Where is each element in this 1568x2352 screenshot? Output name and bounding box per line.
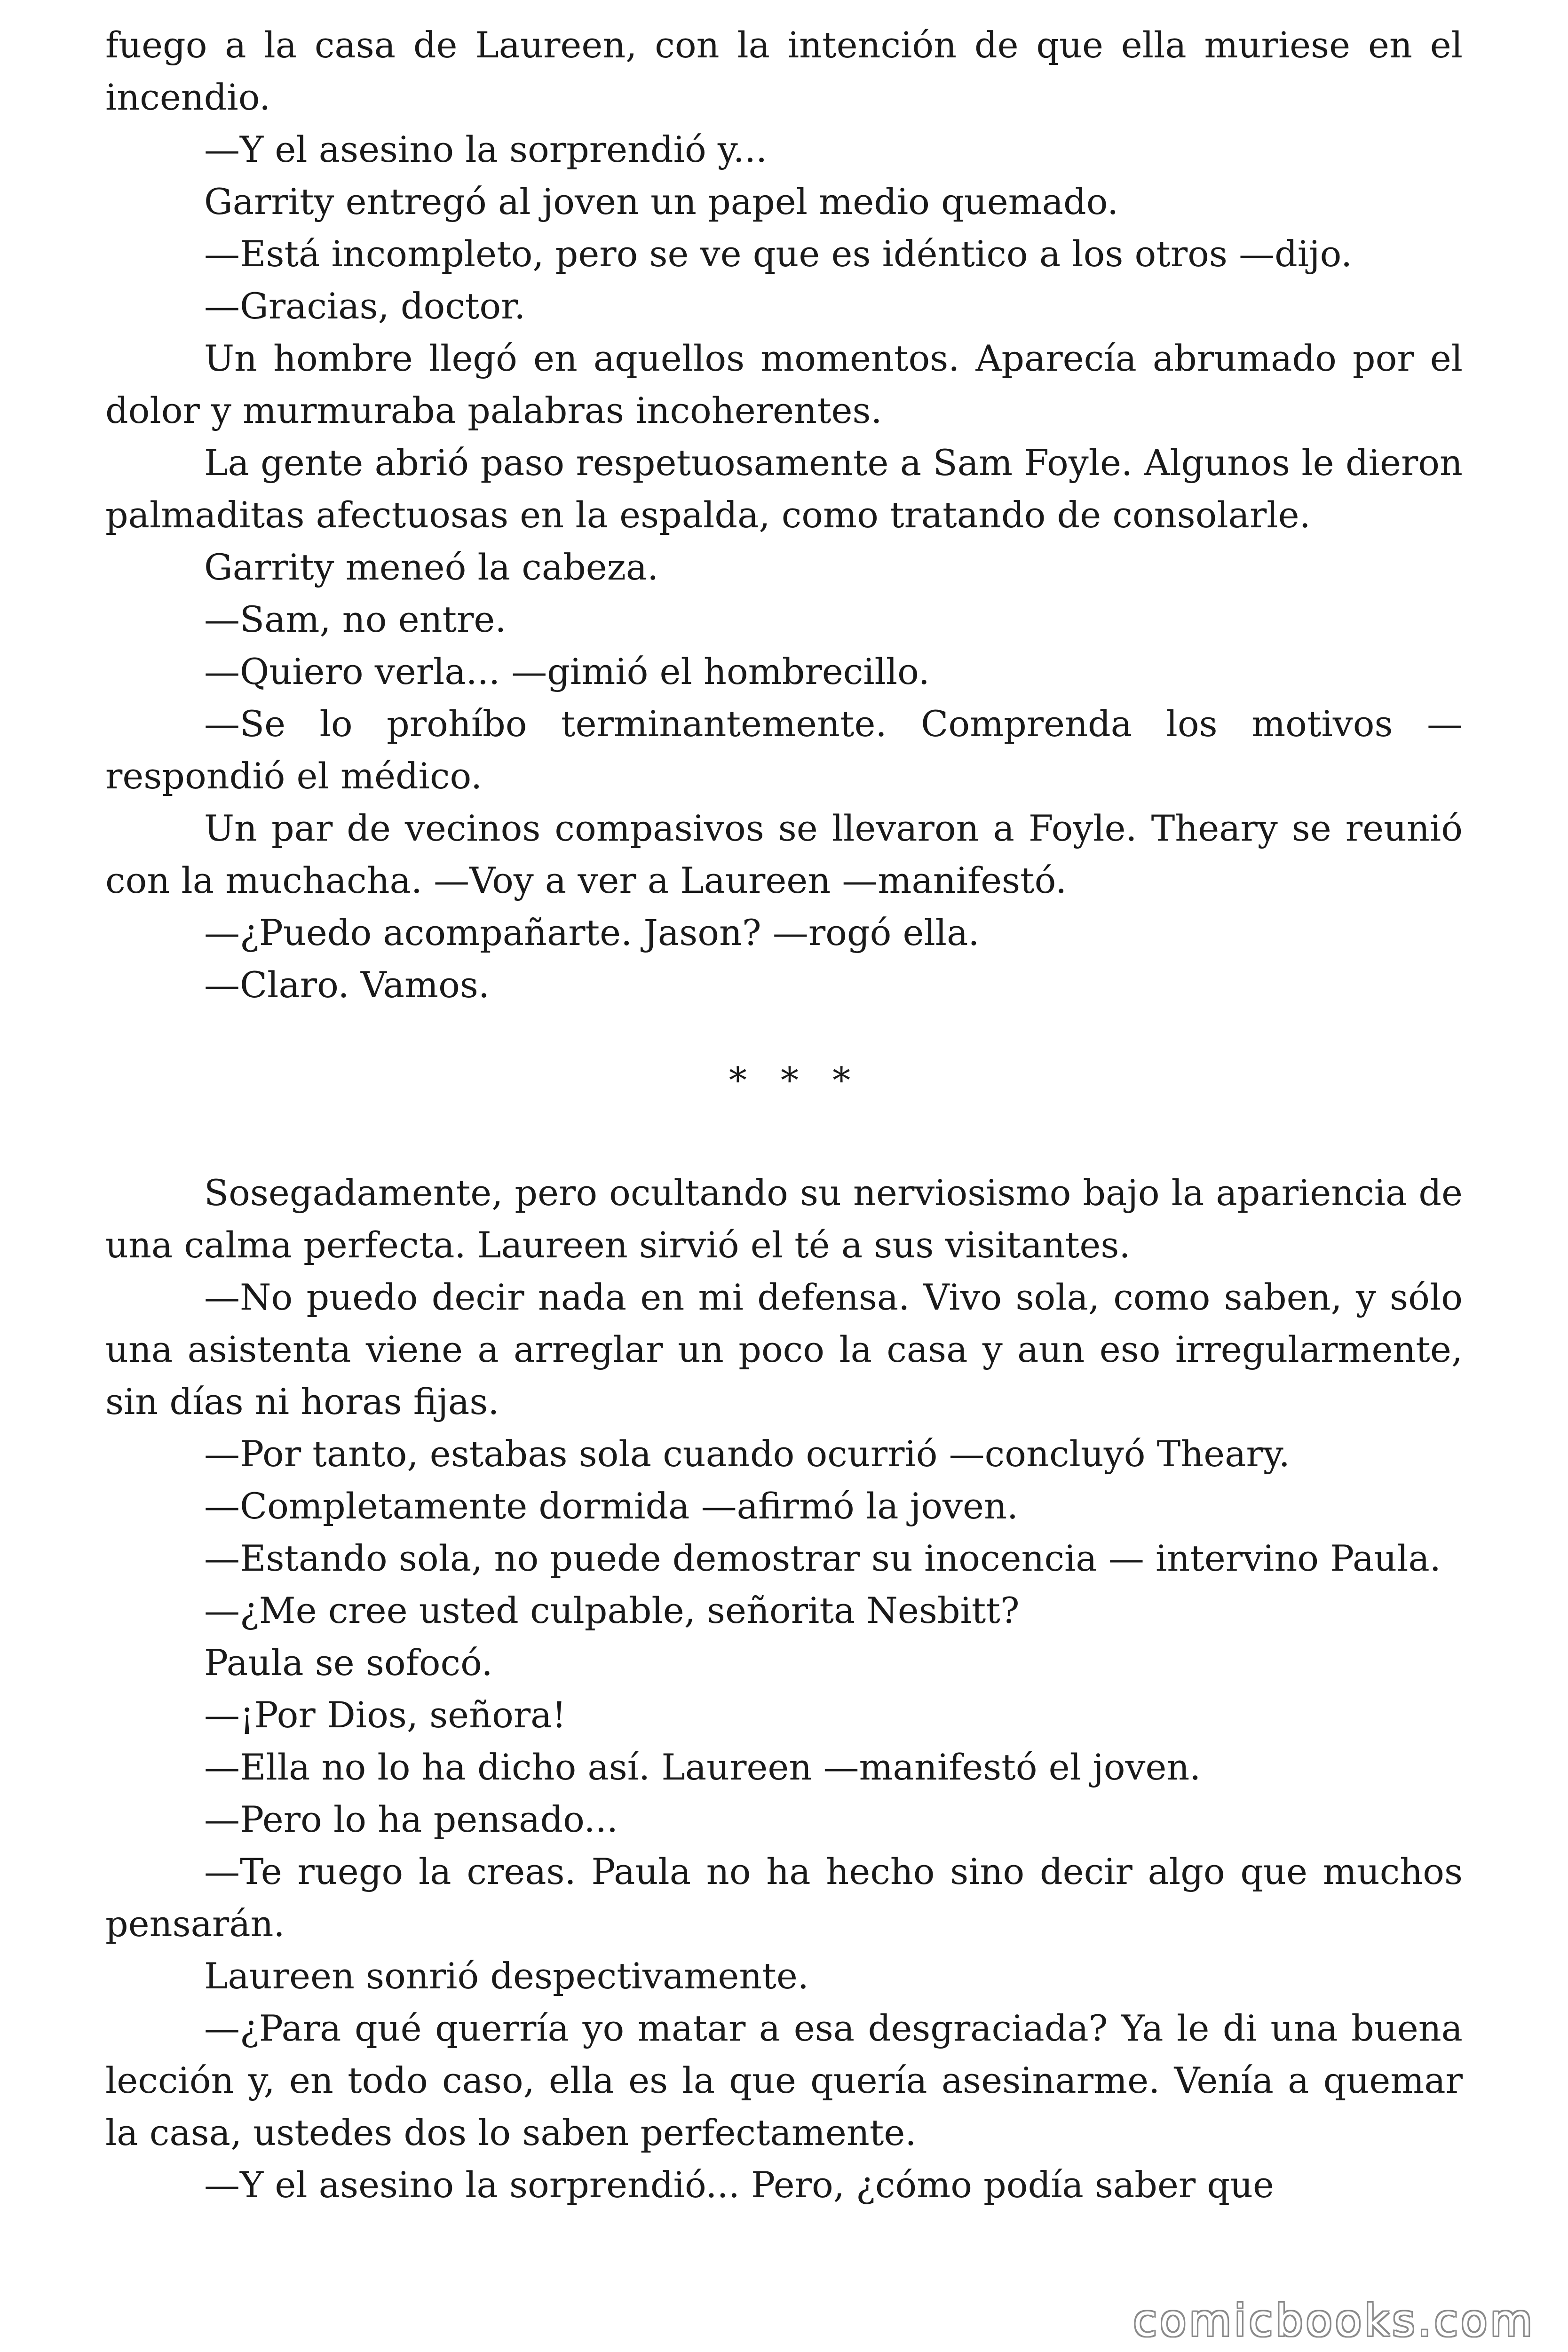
paragraph: —Claro. Vamos. xyxy=(204,964,490,1006)
paragraph: Garrity meneó la cabeza. xyxy=(204,546,659,588)
paragraph: —Por tanto, estabas sola cuando ocurrió —concluyó Theary. xyxy=(204,1433,1290,1475)
paragraph: —Pero lo ha pensado... xyxy=(204,1798,618,1840)
paragraph: —Completamente dormida —afirmó la joven. xyxy=(204,1485,1019,1527)
paragraph: Un par de vecinos compasivos se llevaron a Foyle. Theary se reunió con la muchacha. —Voy a ver a Laureen —manifestó. xyxy=(105,807,1463,901)
paragraph: Garrity entregó al joven un papel medio quemado. xyxy=(204,181,1119,222)
book-page xyxy=(105,19,1463,2211)
paragraph: —Está incompleto, pero se ve que es idéntico a los otros —dijo. xyxy=(204,233,1353,275)
paragraph: Un hombre llegó en aquellos momentos. Aparecía abrumado por el dolor y murmuraba palabras incoherentes. xyxy=(105,337,1463,431)
paragraph: —Y el asesino la sorprendió y... xyxy=(204,128,768,170)
paragraph: —Y el asesino la sorprendió... Pero, ¿cómo podía saber que xyxy=(204,2164,1274,2206)
paragraph: —Sam, no entre. xyxy=(204,598,507,640)
paragraph: Laureen sonrió despectivamente. xyxy=(204,1955,809,1997)
paragraph: Paula se sofocó. xyxy=(204,1642,493,1684)
paragraph: —Estando sola, no puede demostrar su inocencia — intervino Paula. xyxy=(204,1537,1441,1579)
site-watermark: comicbooks.com xyxy=(1133,2296,1535,2346)
paragraph: —Te ruego la creas. Paula no ha hecho sino decir algo que muchos pensarán. xyxy=(105,1851,1463,1945)
paragraph: —Gracias, doctor. xyxy=(204,285,526,327)
paragraph: La gente abrió paso respetuosamente a Sam Foyle. Algunos le dieron palmaditas afectuosas en la espalda, como tratando de consolarle. xyxy=(105,442,1463,536)
paragraph: —¿Puedo acompañarte. Jason? —rogó ella. xyxy=(204,912,980,954)
paragraph: —Se lo prohíbo terminantemente. Comprenda los motivos —respondió el médico. xyxy=(105,703,1463,797)
paragraph: —¡Por Dios, señora! xyxy=(204,1694,567,1736)
paragraph: —¿Para qué querría yo matar a esa desgraciada? Ya le di una buena lección y, en todo caso, ella es la que quería asesinarme. Venía a quemar la casa, ustedes dos lo saben perfectamente. xyxy=(105,2007,1463,2153)
scene-separator: * * * xyxy=(729,1059,862,1101)
paragraph: —¿Me cree usted culpable, señorita Nesbitt? xyxy=(204,1589,1020,1631)
paragraph: —Quiero verla... —gimió el hombrecillo. xyxy=(204,651,930,692)
paragraph: —Ella no lo ha dicho así. Laureen —manifestó el joven. xyxy=(204,1746,1201,1788)
paragraph: fuego a la casa de Laureen, con la intención de que ella muriese en el incendio. xyxy=(105,24,1463,118)
paragraph: Sosegadamente, pero ocultando su nerviosismo bajo la apariencia de una calma perfecta. Laureen sirvió el té a sus visitantes. xyxy=(105,1172,1463,1266)
paragraph: —No puedo decir nada en mi defensa. Vivo sola, como saben, y sólo una asistenta viene a arreglar un poco la casa y aun eso irregularmente, sin días ni horas fijas. xyxy=(105,1276,1463,1422)
